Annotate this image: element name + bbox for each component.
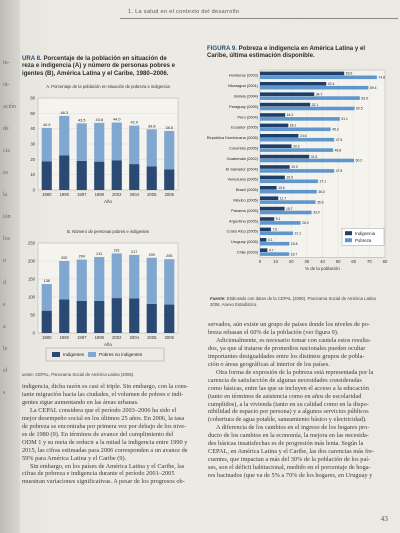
bar-pobreza bbox=[260, 211, 312, 215]
bar-pobres-no-indigentes bbox=[147, 258, 157, 304]
bar-pobres-no-indigentes bbox=[77, 260, 87, 301]
bar-value-label: 7.0 bbox=[272, 227, 278, 232]
figure-8-source: uente: CEPAL, Panorama Social de América Latina (2006). bbox=[22, 372, 135, 377]
bar-indigencia bbox=[260, 155, 309, 159]
bar-indigentes bbox=[42, 311, 52, 333]
bar-total-label: 136 bbox=[43, 279, 50, 284]
margin-fragment: s bbox=[3, 390, 6, 396]
bar-value-label: 20.2 bbox=[293, 144, 300, 149]
body-text-line: res hacinados (que va de 5% a 70% de los hogares, en Uruguay y bbox=[208, 472, 373, 480]
margin-fragment: de bbox=[3, 126, 9, 132]
body-text-line: Otra forma de expresión de la pobreza está representada por la bbox=[216, 368, 374, 376]
body-text-line: des básicas insatisfechas es de progresión más lenta. Según la bbox=[208, 440, 364, 448]
x-tick-label: 2006 bbox=[164, 192, 174, 197]
bar-indigentes bbox=[147, 166, 157, 190]
bar-value-label: 47.5 bbox=[335, 169, 343, 174]
body-text-line: CEPAL, en América Latina y el Caribe, las dos carencias más fre- bbox=[208, 448, 375, 456]
bar-total-label: 211 bbox=[96, 252, 103, 257]
bar-total-label: 209 bbox=[148, 252, 155, 257]
bar-value-label: 51.1 bbox=[341, 117, 348, 122]
country-label: México (2005) bbox=[233, 197, 258, 203]
body-text-line: Adicionalmente, es necesario tomar con cautela estos resulta- bbox=[216, 336, 371, 344]
bar-indigentes bbox=[77, 161, 87, 190]
figure-8-chart bbox=[18, 80, 188, 370]
bar-indigentes bbox=[59, 156, 69, 191]
margin-fragment: e bbox=[3, 302, 6, 308]
figure-8-label: URA 8. bbox=[22, 55, 42, 62]
bar-total-label: 205 bbox=[166, 254, 173, 259]
x-axis-title: Año bbox=[104, 199, 112, 204]
bar-value-label: 69.4 bbox=[369, 85, 377, 90]
figure-8-title-line2: reza e indigencia (A) y número de personas pobres e bbox=[22, 62, 176, 70]
bar-indigencia bbox=[260, 72, 344, 76]
x-tick-label: 1990 bbox=[59, 192, 69, 197]
bar-indigentes bbox=[94, 301, 104, 333]
figure-9-chart bbox=[204, 64, 392, 294]
body-text-line: (cobertura de agua potable, saneamiento básico y electricidad). bbox=[208, 416, 367, 424]
bar-total-label: 221 bbox=[113, 248, 120, 253]
body-text-line: ODM 1 y su meta de reducir a la mitad la indigencia entre 1990 y bbox=[22, 438, 188, 446]
bar-value-label: 15.7 bbox=[286, 206, 293, 211]
bar-pobres-no-indigentes bbox=[77, 123, 87, 161]
bar-pobres-no-indigentes bbox=[94, 257, 104, 301]
bar-indigencia bbox=[260, 134, 298, 138]
bar-pobreza bbox=[260, 86, 368, 90]
bar-value-label: 63.9 bbox=[361, 96, 368, 101]
body-text-line: (tanto en términos de asistencia como en años de escolaridad bbox=[208, 392, 362, 400]
country-label: Argentina (2005) bbox=[229, 218, 258, 224]
body-text-line: 59% para América Latina y el Caribe (9). bbox=[22, 454, 127, 462]
x-tick-label: 1999 bbox=[94, 192, 104, 197]
x-tick-label: 20 bbox=[288, 259, 294, 265]
bar-indigentes bbox=[112, 298, 122, 333]
bar-total-label: 48.3 bbox=[60, 110, 68, 115]
bar-value-label: 53.9 bbox=[345, 71, 353, 76]
bar-pobreza bbox=[260, 221, 301, 225]
country-label: Venezuela (2005) bbox=[227, 176, 258, 182]
country-label: Uruguay (2005) bbox=[230, 239, 258, 245]
margin-fragment: ión bbox=[3, 214, 11, 220]
body-text-line: La CEPAL considera que el período 2003–2006 ha sido el bbox=[30, 406, 177, 414]
figure-8-title-line1: Porcentaje de la población en situación de bbox=[43, 55, 167, 62]
bar-pobres-no-indigentes bbox=[129, 126, 139, 164]
bar-value-label: 34.7 bbox=[315, 92, 323, 97]
x-tick-label: 1999 bbox=[94, 335, 104, 340]
country-label: República Dominicana (2005) bbox=[206, 135, 258, 141]
bar-total-label: 44.0 bbox=[113, 117, 121, 122]
bar-pobreza bbox=[260, 242, 289, 246]
bar-indigencia bbox=[260, 207, 285, 211]
margin-fragment: d bbox=[3, 280, 6, 286]
bar-pobres-no-indigentes bbox=[42, 128, 52, 162]
bar-value-label: 21.1 bbox=[294, 231, 302, 236]
bar-indigencia bbox=[260, 217, 274, 221]
x-tick-label: 1980 bbox=[42, 192, 52, 197]
body-text-line: carencia de satisfacción de algunas necesidades consideradas bbox=[208, 376, 362, 384]
country-label: Perú (2004) bbox=[237, 114, 258, 120]
bar-value-label: 10.6 bbox=[278, 186, 285, 190]
bar-pobreza bbox=[260, 232, 293, 236]
bar-pobreza bbox=[260, 169, 334, 173]
legend-swatch-indigencia bbox=[345, 231, 352, 235]
margin-fragment: le bbox=[3, 346, 8, 352]
y-tick-label: 0 bbox=[32, 330, 35, 336]
bar-indigentes bbox=[164, 305, 174, 333]
figure-9-title-line1: Pobreza e indigencia en América Latina y el bbox=[238, 45, 366, 52]
bar-indigentes bbox=[59, 300, 69, 333]
running-head: 1. La salud en el contexto del desarrollo bbox=[128, 9, 240, 15]
x-tick-label: 2005 bbox=[147, 192, 157, 197]
y-tick-label: 30 bbox=[30, 141, 35, 147]
bar-pobres-no-indigentes bbox=[94, 123, 104, 162]
x-tick-label: 2004 bbox=[129, 335, 139, 340]
body-text-line: cumplidos), a la vivienda (tanto en su calidad como en la dispo- bbox=[208, 400, 369, 408]
y-tick-label: 50 bbox=[30, 312, 35, 318]
bar-value-label: 15.9 bbox=[286, 175, 293, 180]
bar-value-label: 46.8 bbox=[334, 148, 342, 153]
bar-total-label: 43.8 bbox=[95, 117, 103, 122]
body-text-line: indigencia, dicha razón es casi el triple. Sin embargo, con la cons- bbox=[22, 383, 189, 390]
country-label: Ecuador (2005) bbox=[231, 124, 258, 130]
bar-indigencia bbox=[260, 144, 292, 148]
bar-value-label: 42.4 bbox=[327, 82, 335, 86]
country-label: Honduras (2003) bbox=[228, 72, 258, 78]
bar-total-label: 217 bbox=[131, 249, 138, 254]
y-tick-label: 10 bbox=[30, 172, 35, 178]
margin-fragment: a bbox=[3, 324, 6, 330]
margin-fragment: la bbox=[3, 192, 8, 198]
bar-indigencia bbox=[260, 113, 285, 117]
bar-value-label: 33.0 bbox=[313, 210, 320, 215]
bar-indigencia bbox=[260, 124, 288, 128]
bar-total-label: 38.5 bbox=[165, 125, 173, 130]
panel-B-title: B. Número de personas pobres e indigentes bbox=[67, 229, 149, 234]
panel-A-title: A. Porcentaje de la población en situación de pobreza e indigencia bbox=[46, 84, 170, 89]
bar-value-label: 47.5 bbox=[335, 137, 343, 142]
body-column-right bbox=[208, 321, 390, 480]
body-text-line: 2015, las cifras estimadas para 2006 corresponden a un avance de bbox=[22, 446, 188, 454]
x-tick-label: 70 bbox=[367, 259, 372, 265]
x-tick-label: 1997 bbox=[77, 192, 87, 197]
bar-pobres-no-indigentes bbox=[147, 129, 157, 166]
legend-label: Indigentes bbox=[63, 352, 85, 357]
bar-indigencia bbox=[260, 92, 314, 96]
body-text-line: ción o áreas geográficas al interior de los países. bbox=[208, 360, 330, 368]
bar-indigencia bbox=[260, 196, 278, 200]
bar-indigentes bbox=[129, 164, 139, 190]
bar-indigencia bbox=[260, 248, 267, 252]
country-label: Paraguay (2005) bbox=[229, 103, 258, 109]
x-tick-label: 30 bbox=[304, 259, 310, 265]
bar-value-label: 4.1 bbox=[267, 238, 273, 242]
bar-value-label: 45.2 bbox=[332, 127, 339, 132]
bar-value-label: 18.8 bbox=[290, 241, 298, 246]
bar-pobres-no-indigentes bbox=[59, 116, 69, 156]
page-number: 43 bbox=[380, 514, 388, 523]
bar-value-label: 36.3 bbox=[318, 189, 325, 194]
bar-pobreza bbox=[260, 180, 318, 184]
header-rule bbox=[120, 18, 398, 19]
body-text-line: mejor desempeño social en los últimos 25 años. En 2006, la tasa bbox=[22, 414, 185, 422]
y-tick-label: 250 bbox=[28, 240, 35, 246]
bar-indigentes bbox=[147, 304, 157, 333]
body-text-line: es de 1980 (9). En términos de avance del cumplimiento del bbox=[22, 430, 174, 438]
figure-8-svg bbox=[18, 80, 188, 370]
y-tick-label: 50 bbox=[30, 110, 35, 116]
legend-label: Pobreza bbox=[355, 237, 372, 243]
bar-pobreza bbox=[260, 200, 315, 204]
country-label: Bolivia (2004) bbox=[234, 93, 258, 99]
figure-8-title bbox=[22, 55, 182, 77]
bar-indigentes bbox=[77, 301, 87, 333]
figure-9-title-line2: Caribe, última estimación disponible. bbox=[207, 52, 315, 60]
bar-pobreza bbox=[260, 128, 331, 132]
bar-pobres-no-indigentes bbox=[112, 253, 122, 298]
bar-total-label: 39.8 bbox=[148, 124, 156, 129]
x-tick-label: 2002 bbox=[112, 335, 122, 340]
bar-value-label: 18.1 bbox=[289, 123, 297, 128]
country-label: Nicaragua (2001) bbox=[227, 83, 258, 89]
body-text-line: gentes sigue aumentando en las áreas urbanas. bbox=[22, 398, 139, 406]
x-tick-label: 60 bbox=[351, 259, 357, 265]
bar-indigencia bbox=[260, 82, 326, 86]
bar-pobreza bbox=[260, 76, 377, 80]
bar-pobres-no-indigentes bbox=[164, 131, 174, 169]
body-text-line: dos, ya que al tratarse de promedios nacionales pueden ocultar bbox=[208, 344, 366, 352]
margin-fragment: el bbox=[3, 368, 8, 374]
figure-9-source-text: Elaborado con datos de la CEPAL (2006). Panorama Social de América Latina bbox=[226, 296, 376, 301]
bar-pobreza bbox=[260, 148, 333, 152]
bar-pobreza bbox=[260, 107, 355, 111]
figure-9-svg bbox=[204, 64, 392, 294]
bar-pobreza bbox=[260, 96, 360, 100]
country-label: Colombia (2005) bbox=[229, 145, 258, 151]
bar-pobres-no-indigentes bbox=[129, 255, 139, 299]
legend-swatch-pobres-no-indigentes bbox=[88, 352, 96, 357]
legend-swatch-pobreza bbox=[345, 238, 352, 242]
bar-value-label: 19.0 bbox=[291, 165, 298, 170]
y-tick-label: 40 bbox=[30, 126, 35, 132]
bar-value-label: 24.6 bbox=[299, 134, 307, 138]
bar-total-label: 200 bbox=[61, 256, 68, 260]
y-tick-label: 100 bbox=[28, 294, 35, 300]
panel-B-plot-area bbox=[38, 243, 178, 333]
body-text-line: ses, son el déficit habitacional, medido en el porcentaje de hoga- bbox=[208, 464, 371, 472]
bar-indigentes bbox=[129, 298, 139, 333]
body-text-line: A diferencia de los cambios en el ingreso de los hogares pro- bbox=[216, 424, 370, 432]
bar-value-label: 26.0 bbox=[302, 221, 309, 226]
x-tick-label: 0 bbox=[258, 259, 262, 265]
bar-value-label: 9.1 bbox=[275, 217, 281, 222]
x-tick-label: 40 bbox=[320, 259, 325, 265]
x-tick-label: 2006 bbox=[164, 335, 174, 340]
bar-value-label: 32.1 bbox=[311, 102, 319, 107]
bar-value-label: 16.1 bbox=[286, 113, 294, 118]
figure-9-source-label: Fuente: bbox=[210, 296, 226, 301]
figure-9-label: FIGURA 9. bbox=[207, 45, 237, 52]
body-text-line: nibilidad de espacio por persona) y a algunos servicios públicos bbox=[208, 408, 369, 416]
x-tick-label: 1990 bbox=[59, 335, 69, 340]
x-axis-title: % de la población bbox=[305, 266, 340, 272]
bar-pobres-no-indigentes bbox=[164, 259, 174, 304]
country-label: Brasil (2005) bbox=[235, 187, 258, 193]
bar-pobres-no-indigentes bbox=[42, 284, 52, 311]
y-tick-label: 200 bbox=[28, 258, 35, 264]
body-text-line: Sin embargo, en los países de América Latina y el Caribe, las bbox=[30, 462, 185, 470]
figure-9-source bbox=[210, 296, 390, 307]
margin-fragment: ot- bbox=[3, 82, 10, 88]
figure-9-title bbox=[207, 45, 392, 60]
bar-pobres-no-indigentes bbox=[112, 123, 122, 161]
bar-indigencia bbox=[260, 176, 285, 180]
bar-value-label: 60.2 bbox=[355, 158, 363, 163]
bar-indigentes bbox=[42, 161, 52, 190]
x-tick-label: 10 bbox=[273, 259, 278, 265]
bar-total-label: 42.0 bbox=[130, 120, 138, 125]
bar-value-label: 60.5 bbox=[356, 106, 363, 111]
bar-total-label: 43.5 bbox=[78, 118, 86, 123]
bar-value-label: 31.5 bbox=[310, 154, 318, 159]
body-column-left bbox=[22, 383, 192, 486]
margin-fragment: m- bbox=[3, 60, 10, 66]
figure-9-source-line2: 2006. Anexo Estadístico. bbox=[210, 301, 258, 307]
x-tick-label: 1980 bbox=[42, 335, 52, 340]
x-axis-title: Año bbox=[104, 342, 112, 347]
bar-indigencia bbox=[260, 238, 266, 242]
body-text-line: servados, aún existe un grupo de países donde los niveles de po- bbox=[208, 321, 370, 328]
body-text-line: importantes desigualdades entre los distintos grupos de pobla- bbox=[208, 352, 365, 360]
body-text-line: cuentes, que impactan a más del 30% de la población de los paí- bbox=[208, 456, 371, 464]
margin-fragment: ación bbox=[3, 104, 16, 110]
bar-pobreza bbox=[260, 252, 289, 256]
bar-indigentes bbox=[112, 160, 122, 190]
body-text-line: muestran variaciones significativas. A pesar de los progresos ob- bbox=[22, 478, 185, 486]
legend-label: Pobres no indigentes bbox=[99, 352, 143, 357]
bar-indigencia bbox=[260, 103, 310, 107]
country-label: Chile (2003) bbox=[236, 249, 258, 255]
bar-indigencia bbox=[260, 165, 290, 169]
bar-value-label: 37.1 bbox=[319, 179, 327, 184]
y-tick-label: 0 bbox=[32, 187, 35, 193]
body-text-line: como básicas, entre las que se incluyen el acceso a la educación bbox=[208, 384, 369, 392]
bar-indigentes bbox=[164, 169, 174, 190]
x-tick-label: 1997 bbox=[77, 335, 87, 340]
margin-fragment: n bbox=[3, 258, 6, 264]
x-tick-label: 2002 bbox=[112, 192, 122, 197]
bar-pobreza bbox=[260, 159, 354, 163]
bar-value-label: 4.7 bbox=[268, 248, 274, 253]
bar-indigentes bbox=[94, 162, 104, 190]
x-tick-label: 50 bbox=[335, 259, 341, 265]
bar-value-label: 18.7 bbox=[290, 252, 298, 257]
legend-label: Indigencia bbox=[355, 230, 376, 236]
bar-pobreza bbox=[260, 190, 317, 194]
bar-total-label: 204 bbox=[78, 254, 85, 259]
bar-indigencia bbox=[260, 186, 277, 190]
x-tick-label: 2004 bbox=[129, 192, 139, 197]
country-label: Guatemala (2002) bbox=[226, 155, 258, 161]
bar-value-label: 35.5 bbox=[316, 200, 324, 205]
y-tick-label: 60 bbox=[30, 95, 35, 101]
body-text-line: breza rebasan el 60% de la población (ver figura 9). bbox=[208, 328, 339, 336]
bar-value-label: 74.8 bbox=[378, 75, 385, 80]
bar-total-label: 40.5 bbox=[43, 122, 51, 127]
margin-fragment: los bbox=[3, 236, 11, 242]
y-tick-label: 150 bbox=[28, 276, 35, 282]
legend-swatch-indigentes bbox=[52, 352, 60, 357]
y-tick-label: 20 bbox=[30, 156, 35, 162]
body-text-line: tante migración hacia las ciudades, el volumen de pobres e indi- bbox=[22, 390, 184, 398]
figure-8-title-line3: igentes (B), América Latina y el Caribe, 1980–2006. bbox=[22, 69, 169, 77]
margin-fragment: es bbox=[3, 170, 8, 176]
country-label: El Salvador (2004) bbox=[225, 166, 258, 172]
bar-pobreza bbox=[260, 138, 334, 142]
x-tick-label: 80 bbox=[382, 259, 388, 265]
bar-pobres-no-indigentes bbox=[59, 261, 69, 300]
margin-fragment: cia bbox=[3, 148, 10, 154]
body-text-line: de pobreza se encontraba por primera vez por debajo de los nive- bbox=[22, 422, 187, 430]
country-label: Panamá (2005) bbox=[231, 207, 258, 213]
country-label: Costa Rica (2005) bbox=[226, 228, 258, 234]
body-text-line: ducto de los cambios en la economía, la mejora en las necesida- bbox=[208, 432, 369, 440]
bar-pobreza bbox=[260, 117, 340, 121]
body-text-line: cifras de pobreza e indigencia durante el período 2001–2005 bbox=[22, 470, 175, 478]
bar-value-label: 11.7 bbox=[279, 196, 287, 201]
x-tick-label: 2005 bbox=[147, 335, 157, 340]
bar-indigencia bbox=[260, 228, 271, 232]
